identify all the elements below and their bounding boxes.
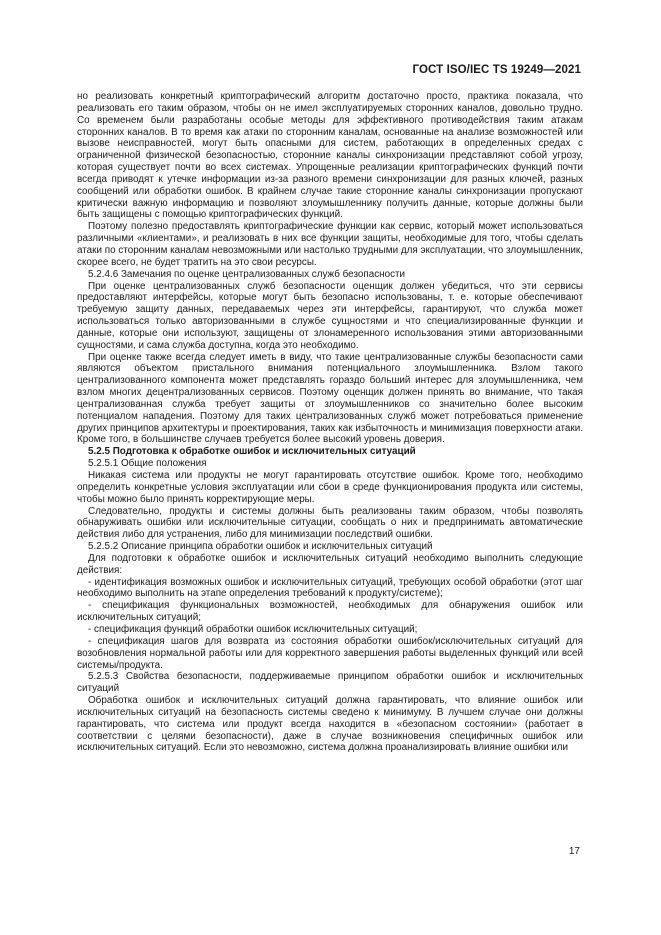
document-body bbox=[77, 91, 583, 754]
section-heading: 5.2.5 Подготовка к обработке ошибок и исключительных ситуаций bbox=[88, 446, 416, 458]
paragraph: 5.2.4.6 Замечания по оценке централизованных служб безопасности bbox=[88, 268, 406, 280]
paragraph: - спецификация шагов для возврата из состояния обработки ошибок/исключительных ситуаций для возобновления нормальной работы или для корректного завершения работы выделенных функций или всей системы/продукта. bbox=[77, 635, 583, 671]
paragraph: но реализовать конкретный криптографический алгоритм достаточно просто, практика показала, что реализовать его таким образом, чтобы он не имел эксплуатируемых сторонних каналов, довольно трудно. Со временем были разработаны особые методы для эффективного противодействия таким атакам сторонних каналов. В то время как атаки по сторонним каналам, основанные на анализе возможностей или вызове неисправностей, могут быть опасными для систем, работающих в определенных средах с ограниченной физической безопасностью, сторонние каналы синхронизации представляют собой угрозу, которая существует почти во всех системах. Упрощенные реализации криптографических функций почти всегда приводят к утечке информации из-за разного времени синхронизации для разных ключей, разных сообщений или обработки ошибок. В крайнем случае такие сторонние каналы синхронизации пропускают критически важную информацию и позволяют злоумышленнику получить данные, которые должны были быть защищены с помощью криптографических функций. bbox=[77, 91, 583, 221]
paragraph: Для подготовки к обработке ошибок и исключительных ситуаций необходимо выполнить следующие действия: bbox=[77, 552, 583, 576]
paragraph: Поэтому полезно предоставлять криптографические функции как сервис, который может использоваться различными «клиентами», и реализовать в них все функции защиты, необходимые для того, чтобы сделать атаки по сторонним каналам невозможными или настолько трудными для эксплуатации, что злоумышленник, скорее всего, не будет тратить на это свои ресурсы. bbox=[77, 221, 583, 268]
paragraph: Следовательно, продукты и системы должны быть реализованы таким образом, чтобы позволять обнаруживать ошибки или исключительные ситуации, сообщать о них и предпринимать автоматические действия либо для устранения, либо для минимизации последствий ошибки. bbox=[77, 505, 583, 541]
paragraph: - спецификация функций обработки ошибок исключительных ситуаций; bbox=[88, 623, 418, 635]
page-number: 17 bbox=[568, 846, 580, 857]
paragraph: 5.2.5.2 Описание принципа обработки ошибок и исключительных ситуаций bbox=[88, 541, 433, 553]
paragraph: 5.2.5.3 Свойства безопасности, поддерживаемые принципом обработки ошибок и исключительных ситуаций bbox=[77, 671, 583, 695]
paragraph: 5.2.5.1 Общие положения bbox=[88, 458, 207, 470]
paragraph: При оценке централизованных служб безопасности оценщик должен убедиться, что эти сервисы предоставляют интерфейсы, которые могут быть безопасно использованы, т. е. которые обеспечивают требуемую защиту данных, передаваемых через эти интерфейсы, гарантируют, что служба может использоваться только авторизованными в службе сущностями и что специализированные функции и данные, которые они используют, защищены от злонамеренного использования этими авторизованными сущностями, и сама служба доступна, когда это необходимо. bbox=[77, 280, 583, 351]
paragraph: - спецификация функциональных возможностей, необходимых для обнаружения ошибок или исключительных ситуаций; bbox=[77, 600, 583, 624]
paragraph: Никакая система или продукты не могут гарантировать отсутствие ошибок. Кроме того, необходимо определить конкретные условия эксплуатации или сбои в среде функционирования продукта или системы, чтобы можно было принять корректирующие меры. bbox=[77, 470, 583, 505]
document-code-header: ГОСТ ISO/IEC TS 19249—2021 bbox=[412, 64, 581, 76]
paragraph: При оценке также всегда следует иметь в виду, что такие централизованные службы безопасности сами являются объектом пристального внимания потенциального злоумышленника. Взлом такого централизованного компонента может представлять гораздо больший интерес для злоумышленника, чем взлом многих децентрализованных сервисов. Поэтому оценщик должен принять во внимание, что такая централизованная служба требует защиты от злоумышленников со значительно более высоким потенциалом нападения. Поэтому для таких централизованных служб может потребоваться применение других принципов архитектуры и проектирования, таких как избыточность и минимизация поверхности атаки. Кроме того, в большинстве случаев требуется более высокий уровень доверия. bbox=[77, 351, 583, 446]
paragraph: Обработка ошибок и исключительных ситуаций должна гарантировать, что влияние ошибок или исключительных ситуаций на безопасность системы сведено к минимуму. В лучшем случае они должны гарантировать, что система или продукт всегда находится в «безопасном состоянии» (работает в соответствии с целями безопасности), даже в случае возникновения специфичных ошибок или исключительных ситуаций. Если это невозможно, система должна проанализировать влияние ошибки или bbox=[77, 695, 583, 754]
paragraph: - идентификация возможных ошибок и исключительных ситуаций, требующих особой обработки (этот шаг необходимо выполнить на этапе определения требований к продукту/системе); bbox=[77, 576, 583, 600]
